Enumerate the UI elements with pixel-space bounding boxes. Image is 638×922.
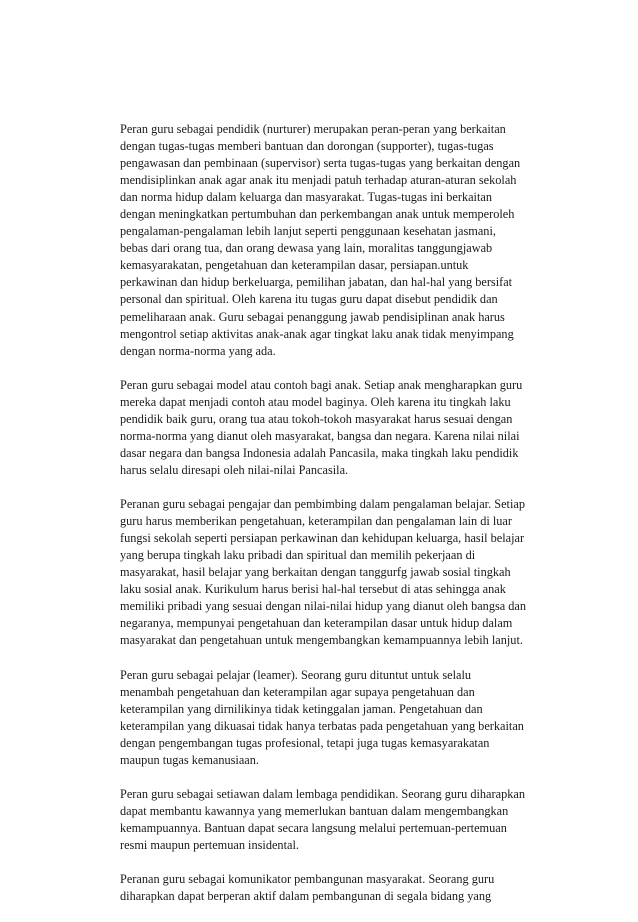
text-line: masyarakat dan pengetahuan untuk mengembangkan kemampuannya lebih lanjut. — [120, 633, 523, 648]
text-line: memiliki pribadi yang sesuai dengan nilai-nilai hidup yang dianut oleh bangsa dan — [120, 599, 527, 614]
text-line: personal dan spiritual. Oleh karena itu tugas guru dapat disebut pendidik dan — [120, 292, 498, 307]
text-line: pengawasan dan pembinaan (supervisor) serta tugas-tugas yang berkaitan dengan — [120, 156, 521, 171]
text-line: perkawinan dan hidup berkeluarga, pemilihan jabatan, dan hal-hal yang bersifat — [120, 275, 513, 290]
text-line: mendisiplinkan anak agar anak itu menjadi patuh terhadap aturan-aturan sekolah — [120, 173, 517, 188]
text-line: Peran guru sebagai pendidik (nurturer) merupakan peran-peran yang berkaitan — [120, 122, 506, 136]
text-line: kemasyarakatan, pengetahuan dan keterampilan dasar, persiapan.untuk — [120, 258, 469, 273]
text-line: laku sosial anak. Kurikulum harus berisi hal-hal tersebut di atas sehingga anak — [120, 582, 506, 597]
text-line: Peranan guru sebagai komunikator pembangunan masyarakat. Seorang guru — [120, 872, 495, 887]
text-line: pemeliharaan anak. Guru sebagai penanggung jawab pendisiplinan anak harus — [120, 309, 505, 324]
text-line: dengan tugas-tugas memberi bantuan dan dorongan (supporter), tugas-tugas — [120, 139, 494, 154]
text-line: masyarakat, hasil belajar yang berkaitan dengan tanggurfg jawab sosial tingkah — [120, 565, 511, 580]
text-line: harus selalu diresapi oleh nilai-nilai Pancasila. — [120, 462, 349, 477]
text-line: mengontrol setiap aktivitas anak-anak agar tingkat laku anak tidak menyimpang — [120, 326, 514, 341]
text-line: pendidik baik guru, orang tua atau tokoh-tokoh masyarakat harus sesuai dengan — [120, 411, 513, 426]
text-line: dengan norma-norma yang ada. — [120, 343, 276, 358]
text-line: Peranan guru sebagai pengajar dan pembimbing dalam pengalaman belajar. Setiap — [120, 497, 525, 512]
text-line: keterampilan yang dirnilikinya tidak ketinggalan jaman. Pengetahuan dan — [120, 701, 483, 716]
text-line: Peran guru sebagai model atau contoh bagi anak. Setiap anak mengharapkan guru — [120, 377, 523, 392]
text-line: Peran guru sebagai setiawan dalam lembaga pendidikan. Seorang guru diharapkan — [120, 786, 525, 801]
text-line: norma-norma yang dianut oleh masyarakat, bangsa dan negara. Karena nilai nilai — [120, 428, 520, 443]
text-line: fungsi sekolah seperti persiapan perkawinan dan kehidupan keluarga, hasil belajar — [120, 531, 525, 546]
text-line: dapat membantu kawannya yang memerlukan bantuan dalam mengembangkan — [120, 803, 509, 818]
text-line: negaranya, mempunyai pengetahuan dan keterampilan dasar untuk hidup dalam — [120, 616, 513, 631]
paragraph — [120, 871, 552, 905]
text-line: dengan pengembangan tugas profesional, tetapi juga tugas kemasyarakatan — [120, 735, 490, 750]
text-line: kemampuannya. Bantuan dapat secara langsung melalui pertemuan-pertemuan — [120, 820, 507, 835]
text-line: mereka dapat menjadi contoh atau model baginya. Oleh karena itu tingkah laku — [120, 394, 511, 409]
document-body — [120, 121, 552, 922]
text-line: Peran guru sebagai pelajar (leamer). Seorang guru dituntut untuk selalu — [120, 667, 472, 682]
text-line: pengalaman-pengalaman lebih lanjut seperti penggunaan kesehatan jasmani, — [120, 224, 496, 239]
paragraph — [120, 496, 552, 649]
text-line: dengan meningkatkan pertumbuhan dan perkembangan anak untuk memperoleh — [120, 207, 515, 222]
paragraph — [120, 121, 552, 360]
text-line: bebas dari orang tua, dan orang dewasa yang lain, moralitas tanggungjawab — [120, 241, 493, 256]
text-line: keterampilan yang dikuasai tidak hanya terbatas pada pengetahuan yang berkaitan — [120, 718, 524, 733]
text-line: diharapkan dapat berperan aktif dalam pembangunan di segala bidang yang — [120, 889, 492, 904]
text-line: dan norma hidup dalam keluarga dan masyarakat. Tugas-tugas ini berkaitan — [120, 190, 492, 205]
text-line: guru harus memberikan pengetahuan, keterampilan dan pengalaman lain di luar — [120, 514, 512, 529]
text-line: yang berupa tingkah laku pribadi dan spiritual dan memilih pekerjaan di — [120, 548, 476, 563]
text-line: resmi maupun pertemuan insidental. — [120, 837, 299, 852]
text-line: menambah pengetahuan dan keterampilan agar supaya pengetahuan dan — [120, 684, 475, 699]
paragraph — [120, 786, 552, 854]
text-line: dasar negara dan bangsa Indonesia adalah Pancasila, maka tingkah laku pendidik — [120, 445, 519, 460]
paragraph — [120, 377, 552, 479]
paragraph — [120, 667, 552, 769]
text-line: maupun tugas kemanusiaan. — [120, 752, 259, 767]
